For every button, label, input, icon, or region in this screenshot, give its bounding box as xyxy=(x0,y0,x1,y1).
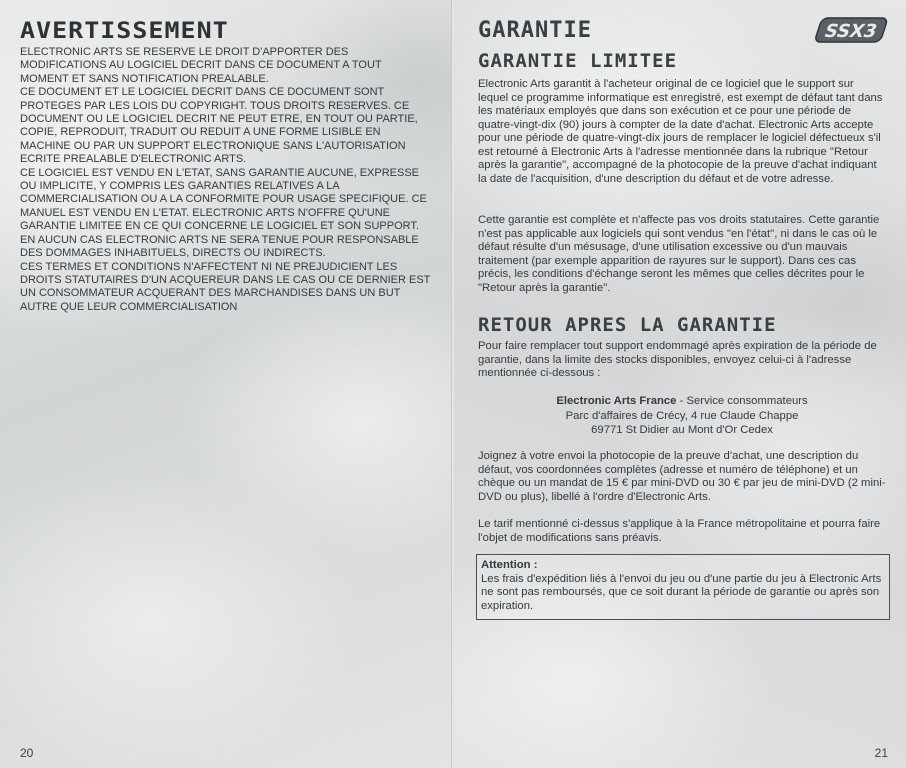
left-page xyxy=(0,0,452,768)
logo-text: SSX3 xyxy=(821,21,880,42)
warranty-text: Electronic Arts garantit à l'acheteur original de ce logiciel que le support sur lequel ce programme informatique est enregistré, est exempt de défaut tant dans les matériaux employés que dans son exécution et ce pour une période de quatre-vingt-dix (90) jours à compter de la date d'achat. Electronic Arts accepte pour une période de quatre-vingt-dix jours de remplacer le logiciel défectueux s'il est retourné à Electronic Arts à l'adresse mentionnée dans la rubrique "Retour après la garantie", accompagné de la photocopie de la preuve d'achat indiquant la date de l'acquisition, d'une description du défaut et de votre adresse. xyxy=(478,78,883,185)
retour-apres-garantie-subheading: RETOUR APRES LA GARANTIE xyxy=(478,314,777,336)
shipping-text: Joignez à votre envoi la photocopie de la preuve d'achat, une description du défaut, vos coordonnées complètes (adresse et numéro de téléphone) et un chèque ou un mandat de 15 € par mini-DVD ou 30 € par jeu de mini-DVD (2 mini-DVD ou plus), libellé à l'ordre d'Electronic Arts. xyxy=(478,450,886,503)
legal-paragraph: CES TERMES ET CONDITIONS N'AFFECTENT NI NE PREJUDICIENT LES DROITS STATUTAIRES D'UN ACQUEREUR DANS LE CAS OU CE DERNIER EST UN CONSOMMATEUR ACQUERANT DES MARCHANDISES DANS UN BUT AUTRE QUE LEUR COMMERCIALISATION xyxy=(20,260,431,313)
address-line-2: Parc d'affaires de Crécy, 4 rue Claude Chappe xyxy=(565,409,799,422)
avertissement-heading: AVERTISSEMENT xyxy=(20,17,229,44)
legal-notice xyxy=(20,46,432,314)
address-line-1 xyxy=(478,394,886,409)
statutory-text: Cette garantie est complète et n'affecte pas vos droits statutaires. Cette garantie n'est pas applicable aux logiciels qui sont vendus "en l'état", ni dans le cas où le défaut résulte d'un mésusage, d'une utilisation excessive ou d'un mauvais traitement (par exemple apparition de rayures sur le support). Dans ces cas précis, les conditions d'échange seront les mêmes que celles décrites pour le "Retour après la garantie". xyxy=(478,214,880,294)
warranty-paragraph xyxy=(478,78,886,186)
postal-address xyxy=(478,394,886,438)
statutory-rights-paragraph xyxy=(478,214,886,295)
legal-paragraph: CE LOGICIEL EST VENDU EN L'ETAT, SANS GARANTIE AUCUNE, EXPRESSE OU IMPLICITE, Y COMPRIS LES GARANTIES RELATIVES A LA COMMERCIALISATION OU A LA CONFORMITE POUR USAGE SPECIFIQUE. CE MANUEL EST VENDU EN L'ETAT. ELECTRONIC ARTS N'OFFRE QU'UNE GARANTIE LIMITEE EN CE QUI CONCERNE LE LOGICIEL ET SON SUPPORT. EN AUCUN CAS ELECTRONIC ARTS NE SERA TENUE POUR RESPONSABLE DES DOMMAGES INHABITUELS, DIRECTS OU INDIRECTS. xyxy=(20,166,427,260)
tariff-paragraph xyxy=(478,518,886,545)
garantie-heading: GARANTIE xyxy=(478,18,592,43)
ssx3-logo xyxy=(810,12,896,48)
right-page xyxy=(454,0,906,768)
attention-box xyxy=(476,554,890,620)
attention-text: Les frais d'expédition liés à l'envoi du jeu ou d'une partie du jeu à Electronic Arts ne sont pas remboursés, que ce soit durant la période de garantie ou après son expiration. xyxy=(481,572,882,612)
legal-paragraph: CE DOCUMENT ET LE LOGICIEL DECRIT DANS CE DOCUMENT SONT PROTEGES PAR LES LOIS DU COPYRIGHT. TOUS DROITS RESERVES. CE DOCUMENT OU LE LOGICIEL DECRIT NE PEUT ETRE, EN TOUT OU PARTIE, COPIE, REPRODUIT, TRADUIT OU REDUIT A UNE FORME LISIBLE EN MACHINE OU PAR UN SUPPORT ELECTRONIQUE SANS L'AUTORISATION ECRITE PREALABLE D'ELECTRONIC ARTS. xyxy=(20,86,418,166)
company-name: Electronic Arts France xyxy=(556,395,677,407)
shipping-instructions-paragraph xyxy=(478,450,886,504)
page-number-left: 20 xyxy=(20,746,34,760)
address-line-3: 69771 St Didier au Mont d'Or Cedex xyxy=(591,424,773,436)
replacement-paragraph xyxy=(478,340,886,381)
garantie-limitee-subheading: GARANTIE LIMITEE xyxy=(478,50,678,72)
legal-paragraph: ELECTRONIC ARTS SE RESERVE LE DROIT D'APPORTER DES MODIFICATIONS AU LOGICIEL DECRIT DANS CE DOCUMENT A TOUT MOMENT ET SANS NOTIFICATION PREALABLE. xyxy=(20,46,382,85)
tariff-text: Le tarif mentionné ci-dessus s'applique à la France métropolitaine et pourra faire l'objet de modifications sans préavis. xyxy=(478,518,881,544)
replacement-text: Pour faire remplacer tout support endommagé après expiration de la période de garantie, dans la limite des stocks disponibles, envoyez celui-ci à l'adresse mentionnée ci-dessous : xyxy=(478,340,877,379)
service-name: - Service consommateurs xyxy=(676,395,808,407)
page-number-right: 21 xyxy=(874,746,888,760)
attention-title: Attention : xyxy=(481,559,538,571)
